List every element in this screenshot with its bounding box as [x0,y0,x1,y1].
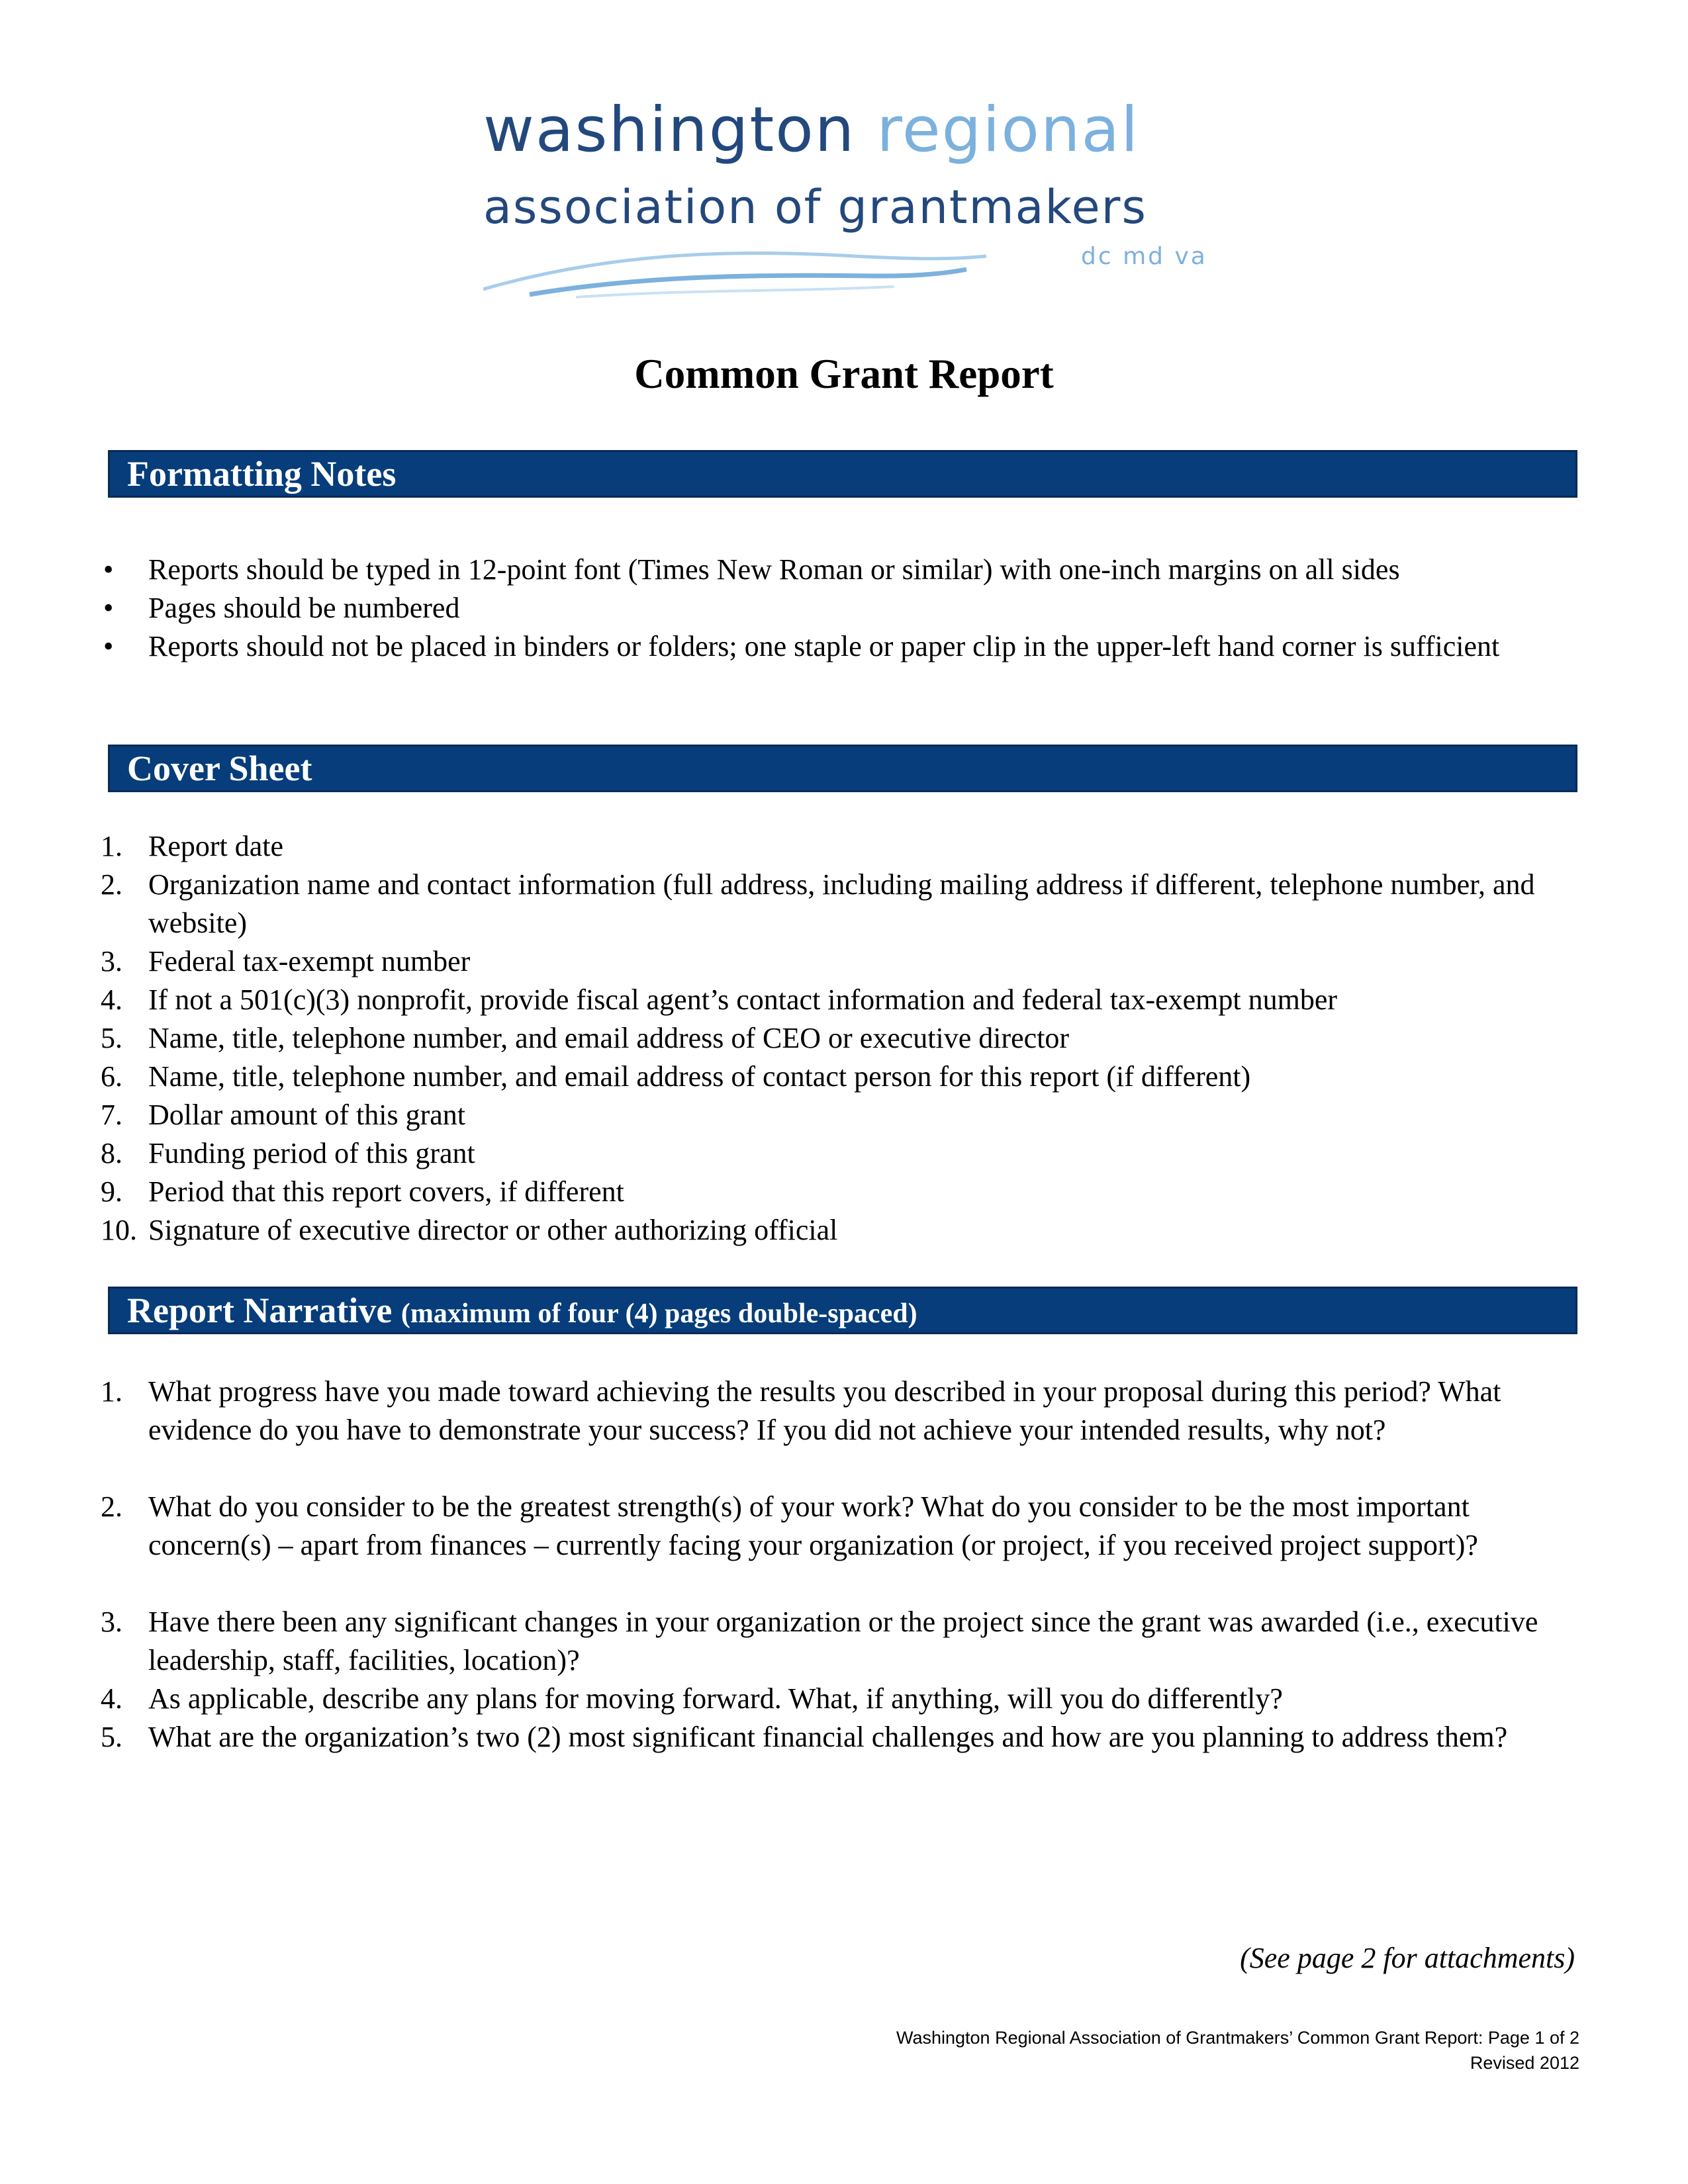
formatting-note-item [103,551,1585,589]
cover-sheet-text: If not a 501(c)(3) nonprofit, provide fiscal agent’s contact information and federal tax-exempt number [148,983,1338,1016]
report-narrative-subheading: (maximum of four (4) pages double-spaced) [400,1298,917,1329]
page-footer [653,2025,1579,2075]
formatting-note-text: Pages should be numbered [148,592,460,624]
formatting-note-text: Reports should not be placed in binders or folders; one staple or paper clip in the upper-left hand corner is sufficient [148,630,1500,662]
item-number: 4. [101,983,122,1016]
narrative-question [101,1680,1585,1718]
report-narrative-header [108,1287,1577,1334]
narrative-question [101,1603,1585,1680]
cover-sheet-text: Name, title, telephone number, and email address of contact person for this report (if different) [148,1060,1251,1093]
narrative-question-text: Have there been any significant changes in your organization or the project since the grant was awarded (i.e., executive leadership, staff, facilities, location)? [148,1606,1538,1676]
logo-tagline: dc md va [1081,243,1207,270]
narrative-question-text: What are the organization’s two (2) most significant financial challenges and how are you planning to address them? [148,1721,1508,1753]
item-number: 6. [101,1060,122,1093]
bullet-marker: • [103,630,114,662]
logo-word-washington: washington [483,94,856,166]
item-number: 2. [101,1490,122,1523]
formatting-note-text: Reports should be typed in 12-point font (Times New Roman or similar) with one-inch margins on all sides [148,553,1400,586]
item-number: 3. [101,1606,122,1638]
item-number: 8. [101,1137,122,1169]
formatting-notes-heading: Formatting Notes [127,454,397,494]
cover-sheet-item [101,1134,1585,1173]
narrative-question-text: As applicable, describe any plans for moving forward. What, if anything, will you do differently? [148,1682,1283,1715]
report-narrative-heading: Report Narrative [127,1291,393,1330]
logo-word-regional: regional [876,94,1140,166]
bullet-marker: • [103,553,114,586]
logo-line-1 [483,94,1140,166]
logo-line-2: association of grantmakers [483,180,1147,234]
item-number: 5. [101,1721,122,1753]
cover-sheet-heading: Cover Sheet [127,749,312,788]
item-number: 4. [101,1682,122,1715]
cover-sheet-text: Name, title, telephone number, and email address of CEO or executive director [148,1022,1070,1054]
formatting-note-item [103,589,1585,627]
cover-sheet-item [101,827,1585,866]
item-number: 9. [101,1175,122,1208]
logo-waves [483,228,1079,301]
narrative-question [101,1373,1585,1449]
cover-sheet-text: Report date [148,830,284,862]
item-number: 5. [101,1022,122,1054]
footer-revised: Revised 2012 [1470,2053,1579,2073]
narrative-question [101,1488,1585,1565]
cover-sheet-text: Period that this report covers, if different [148,1175,624,1208]
item-number: 1. [101,830,122,862]
cover-sheet-text: Dollar amount of this grant [148,1099,466,1131]
cover-sheet-item [101,1058,1585,1096]
item-number: 2. [101,868,122,901]
document-title: Common Grant Report [634,351,1054,397]
formatting-notes-header [108,450,1577,498]
item-number: 1. [101,1375,122,1408]
wrag-logo [483,94,1211,298]
cover-sheet-text: Funding period of this grant [148,1137,475,1169]
cover-sheet-item [101,1211,1585,1250]
cover-sheet-item [101,942,1585,981]
item-number: 3. [101,945,122,978]
footer-page-info: Washington Regional Association of Grantmakers’ Common Grant Report: Page 1 of 2 [896,2028,1579,2048]
narrative-question-text: What progress have you made toward achieving the results you described in your proposal during this period? What evidence do you have to demonstrate your success? If you did not achieve your intended results, why not? [148,1375,1501,1446]
see-page-2-note: (See page 2 for attachments) [1240,1942,1575,1974]
cover-sheet-item [101,981,1585,1019]
item-number: 10. [101,1214,137,1246]
cover-sheet-text: Organization name and contact information (full address, including mailing address if different, telephone number, and website) [148,868,1535,939]
cover-sheet-item [101,1019,1585,1058]
bullet-marker: • [103,592,114,624]
formatting-note-item [103,627,1585,666]
cover-sheet-header [108,745,1577,792]
narrative-question [101,1718,1585,1756]
cover-sheet-item [101,1173,1585,1211]
item-number: 7. [101,1099,122,1131]
cover-sheet-item [101,1096,1585,1134]
cover-sheet-item [101,866,1585,942]
narrative-question-text: What do you consider to be the greatest strength(s) of your work? What do you consider to be the most important concern(s) – apart from finances – currently facing your organization (or project, if you received project support)? [148,1490,1478,1561]
cover-sheet-text: Signature of executive director or other authorizing official [148,1214,838,1246]
cover-sheet-text: Federal tax-exempt number [148,945,471,978]
